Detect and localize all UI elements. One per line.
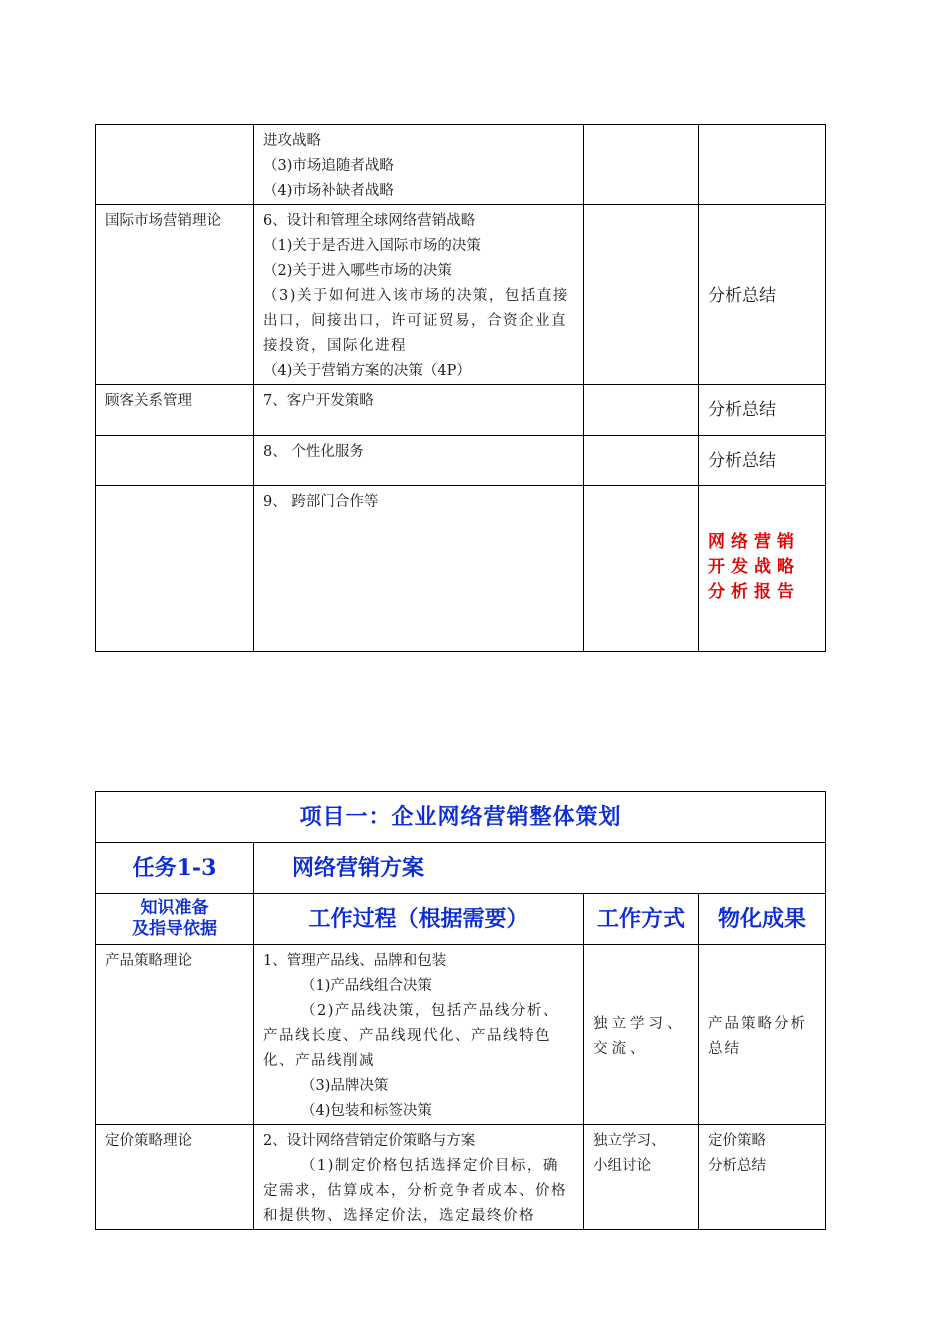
knowledge-cell: 产品策略理论	[96, 945, 254, 1125]
method-cell: 独立学习、交流、	[584, 945, 699, 1125]
process-line: （3)市场追随者战略	[263, 158, 394, 174]
report-result-cell: 网络营销开发战略分析报告	[699, 486, 826, 652]
process-line: （1)产品线组合决策	[301, 978, 432, 994]
process-paragraph: （1)制定价格包括选择定价目标，确定需求，估算成本，分析竞争者成本、价格和提供物、选择定价法，选定最终价格	[263, 1158, 567, 1224]
knowledge-cell	[96, 125, 254, 205]
process-cell	[254, 125, 584, 205]
knowledge-cell: 顾客关系管理	[96, 385, 254, 436]
method-line: 小组讨论	[593, 1158, 651, 1174]
knowledge-cell: 国际市场营销理论	[96, 205, 254, 385]
header-process: 工作过程（根据需要）	[254, 894, 584, 945]
method-cell	[584, 385, 699, 436]
project-title: 项目一：企业网络营销整体策划	[96, 792, 826, 843]
result-line: 分析总结	[708, 1158, 766, 1174]
process-paragraph: （2)产品线决策，包括产品线分析、产品线长度、产品线现代化、产品线特色化、产品线削减	[263, 1003, 559, 1069]
header-knowledge	[96, 894, 254, 945]
result-cell: 产品策略分析总结	[699, 945, 826, 1125]
process-line: （4)包装和标签决策	[301, 1103, 432, 1119]
process-paragraph: （3)关于如何进入该市场的决策，包括直接出口，间接出口，许可证贸易，合资企业直接投资，国际化进程	[263, 288, 569, 354]
result-cell	[699, 1125, 826, 1230]
header-result: 物化成果	[699, 894, 826, 945]
table-row	[96, 205, 826, 385]
knowledge-cell	[96, 486, 254, 652]
method-cell	[584, 436, 699, 486]
project-task-table	[95, 791, 826, 1230]
task-name: 网络营销方案	[254, 843, 826, 894]
process-cell	[254, 205, 584, 385]
process-line: （2)关于进入哪些市场的决策	[263, 263, 452, 279]
table-row	[96, 1125, 826, 1230]
strategy-table-continued	[95, 124, 826, 652]
method-line: 独立学习、	[593, 1133, 666, 1149]
process-line: 2、设计网络营销定价策略与方案	[263, 1133, 476, 1149]
method-cell	[584, 1125, 699, 1230]
process-line: （4)市场补缺者战略	[263, 183, 394, 199]
process-line: 6、设计和管理全球网络营销战略	[263, 213, 476, 229]
method-cell	[584, 205, 699, 385]
result-cell: 分析总结	[699, 436, 826, 486]
process-cell	[254, 1125, 584, 1230]
result-cell: 分析总结	[699, 205, 826, 385]
process-line: （4)关于营销方案的决策（4P）	[263, 363, 471, 379]
task-row	[96, 843, 826, 894]
method-cell	[584, 125, 699, 205]
result-cell: 分析总结	[699, 385, 826, 436]
process-line: （3)品牌决策	[301, 1078, 389, 1094]
process-cell: 9、 跨部门合作等	[254, 486, 584, 652]
process-line: 进攻战略	[263, 133, 321, 149]
table-row	[96, 486, 826, 652]
table-row	[96, 385, 826, 436]
knowledge-cell	[96, 436, 254, 486]
table-row	[96, 945, 826, 1125]
header-knowledge-line2: 及指导依据	[132, 919, 217, 939]
process-line: 1、管理产品线、品牌和包装	[263, 953, 447, 969]
header-knowledge-line1: 知识准备	[140, 898, 209, 918]
task-label: 任务1-3	[96, 843, 254, 894]
process-line: （1)关于是否进入国际市场的决策	[263, 238, 481, 254]
method-cell	[584, 486, 699, 652]
result-line: 定价策略	[708, 1133, 766, 1149]
result-cell	[699, 125, 826, 205]
project-title-row	[96, 792, 826, 843]
knowledge-cell: 定价策略理论	[96, 1125, 254, 1230]
table-row	[96, 125, 826, 205]
table-row	[96, 436, 826, 486]
header-method: 工作方式	[584, 894, 699, 945]
process-cell: 7、客户开发策略	[254, 385, 584, 436]
column-header-row	[96, 894, 826, 945]
process-cell: 8、 个性化服务	[254, 436, 584, 486]
process-cell	[254, 945, 584, 1125]
